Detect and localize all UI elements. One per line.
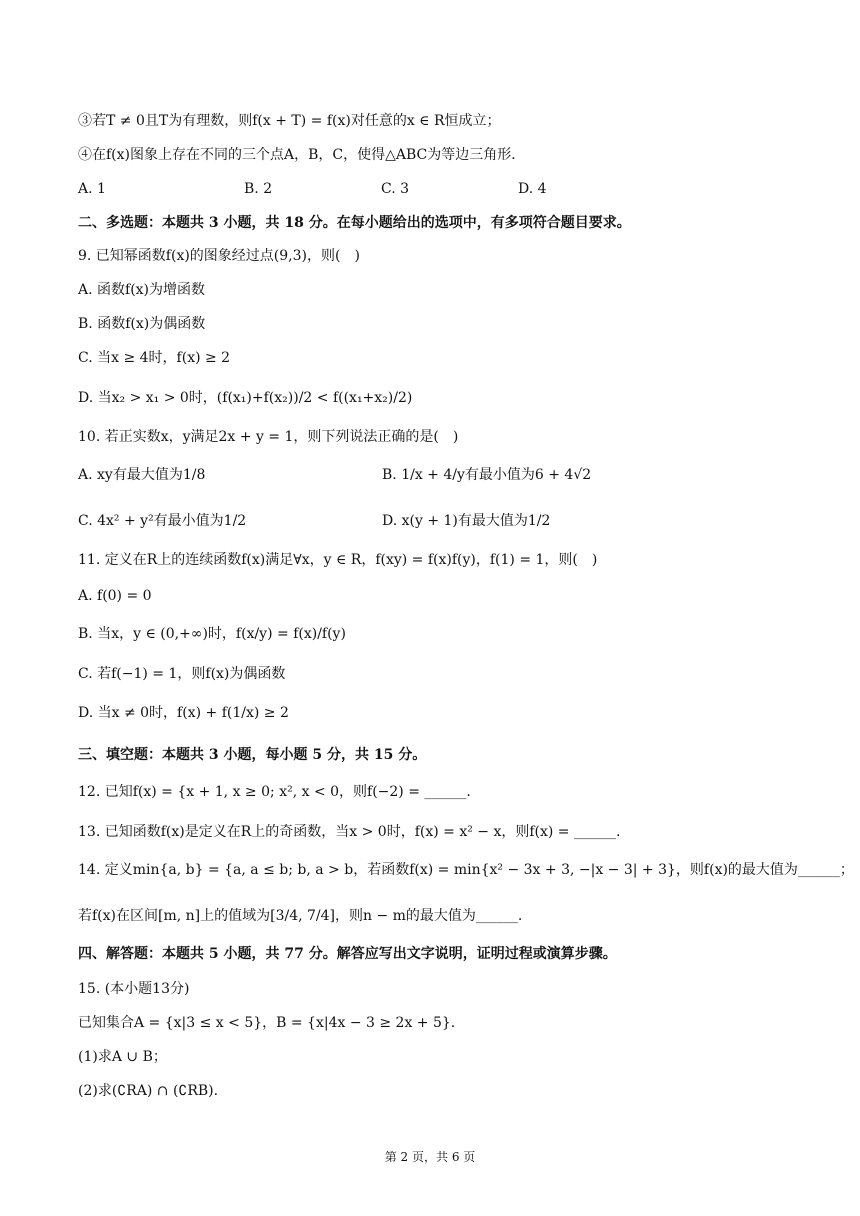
q10-option-d: D. x(y + 1)有最大值为1/2 <box>382 513 551 529</box>
statement-3: ③若T ≠ 0且T为有理数，则f(x + T) = f(x)对任意的x ∈ R恒成立； <box>78 113 501 129</box>
q10-option-b: B. 1/x + 4/y有最小值为6 + 4√2 <box>382 467 592 483</box>
q13: 13. 已知函数f(x)是定义在R上的奇函数，当x > 0时，f(x) = x² − x，则f(x) = ______. <box>78 824 621 840</box>
q9-option-b: B. 函数f(x)为偶函数 <box>78 316 206 332</box>
q10-stem: 10. 若正实数x，y满足2x + y = 1，则下列说法正确的是( ) <box>78 429 459 445</box>
section-4-heading: 四、解答题：本题共 5 小题，共 77 分。解答应写出文字说明，证明过程或演算步骤。 <box>78 946 617 962</box>
q15-title: 15. (本小题13分) <box>78 981 190 997</box>
section-3-heading: 三、填空题：本题共 3 小题，每小题 5 分，共 15 分。 <box>78 747 427 763</box>
page-footer: 第 2 页，共 6 页 <box>384 1150 476 1164</box>
q11-stem: 11. 定义在R上的连续函数f(x)满足∀x，y ∈ R，f(xy) = f(x)f(y)，f(1) = 1，则( ) <box>78 552 598 568</box>
q14-part-1: 14. 定义min{a, b} = {a, a ≤ b; b, a > b，若函数f(x) = min{x² − 3x + 3, −|x − 3| + 3}，则f(x)的最大值为______； <box>78 862 854 878</box>
q14-part-2: 若f(x)在区间[m, n]上的值域为[3/4, 7/4]，则n − m的最大值为______. <box>78 908 523 924</box>
q15-part-2: (2)求(∁RA) ∩ (∁RB). <box>78 1083 219 1099</box>
q8-option-b: B. 2 <box>244 181 273 197</box>
q9-stem: 9. 已知幂函数f(x)的图象经过点(9,3)，则( ) <box>78 248 360 264</box>
q8-option-d: D. 4 <box>518 181 547 197</box>
q8-option-c: C. 3 <box>381 181 410 197</box>
q15-statement: 已知集合A = {x|3 ≤ x < 5}，B = {x|4x − 3 ≥ 2x + 5}. <box>78 1015 456 1031</box>
q10-option-c: C. 4x² + y²有最小值为1/2 <box>78 513 247 529</box>
q11-option-a: A. f(0) = 0 <box>78 588 152 604</box>
q8-option-a: A. 1 <box>78 181 106 197</box>
q8-options <box>78 179 547 199</box>
q11-option-b: B. 当x，y ∈ (0,+∞)时，f(x/y) = f(x)/f(y) <box>78 626 346 642</box>
q9-option-d: D. 当x₂ > x₁ > 0时，(f(x₁)+f(x₂))/2 < f((x₁+x₂)/2) <box>78 390 413 406</box>
q9-option-c: C. 当x ≥ 4时，f(x) ≥ 2 <box>78 350 231 366</box>
q9-option-a: A. 函数f(x)为增函数 <box>78 282 206 298</box>
q11-option-d: D. 当x ≠ 0时，f(x) + f(1/x) ≥ 2 <box>78 705 289 721</box>
q10-option-a: A. xy有最大值为1/8 <box>78 467 206 483</box>
q12: 12. 已知f(x) = {x + 1, x ≥ 0; x², x < 0，则f(−2) = ______. <box>78 784 471 800</box>
q15-part-1: (1)求A ∪ B； <box>78 1049 167 1065</box>
section-2-heading: 二、多选题：本题共 3 小题，共 18 分。在每小题给出的选项中，有多项符合题目要求。 <box>78 215 631 231</box>
q11-option-c: C. 若f(−1) = 1，则f(x)为偶函数 <box>78 666 286 682</box>
statement-4: ④在f(x)图象上存在不同的三个点A，B，C，使得△ABC为等边三角形． <box>78 147 526 163</box>
